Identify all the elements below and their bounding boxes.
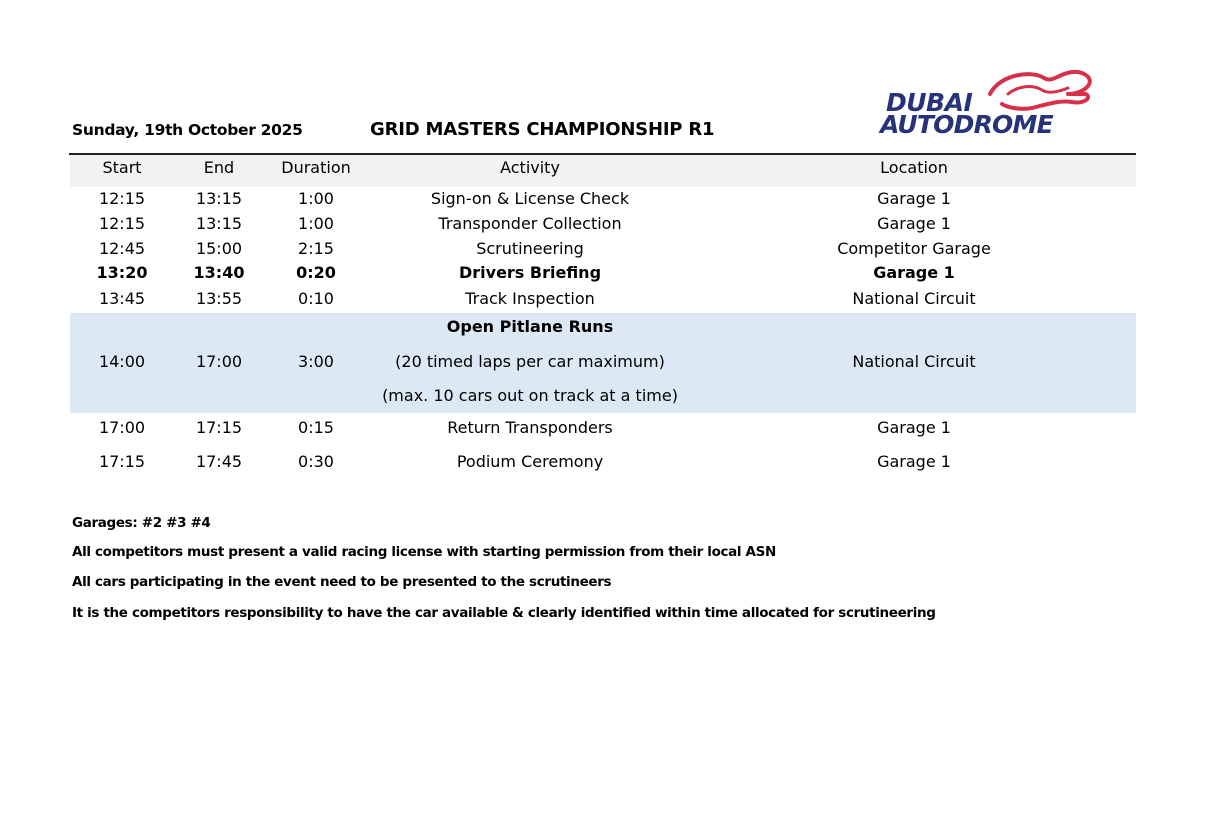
note-garages: Garages: #2 #3 #4 [72, 515, 211, 531]
cell-activity: Return Transponders [447, 418, 613, 437]
logo-word-autodrome: AUTODROME [880, 110, 1053, 139]
cell-activity-detail: (max. 10 cars out on track at a time) [382, 386, 678, 405]
column-header-location: Location [880, 158, 948, 177]
cell-location: Garage 1 [877, 452, 951, 471]
schedule-date: Sunday, 19th October 2025 [72, 121, 303, 139]
cell-end: 15:00 [195, 239, 243, 258]
cell-start: 13:20 [96, 263, 148, 282]
cell-activity: Track Inspection [465, 289, 595, 308]
cell-location: Garage 1 [877, 189, 951, 208]
column-header-start: Start [102, 158, 142, 177]
note-responsibility: It is the competitors responsibility to have the car available & clearly identified within time allocated for scrutineering [72, 605, 936, 621]
cell-duration: 1:00 [298, 189, 334, 208]
cell-activity: Podium Ceremony [456, 452, 604, 471]
cell-end: 13:15 [195, 189, 243, 208]
cell-end: 13:55 [195, 289, 243, 308]
cell-start: 12:15 [98, 189, 146, 208]
cell-end: 17:00 [195, 352, 243, 371]
cell-end: 17:45 [195, 452, 243, 471]
cell-duration: 0:10 [298, 289, 334, 308]
cell-start: 14:00 [98, 352, 146, 371]
cell-end: 13:40 [193, 263, 245, 282]
cell-start: 17:00 [98, 418, 146, 437]
cell-duration: 1:00 [298, 214, 334, 233]
note-license: All competitors must present a valid racing license with starting permission from their local ASN [72, 544, 776, 560]
cell-activity: Scrutineering [476, 239, 584, 258]
cell-duration: 2:15 [298, 239, 334, 258]
cell-start: 13:45 [98, 289, 146, 308]
dubai-autodrome-logo [872, 64, 1102, 144]
cell-activity: Sign-on & License Check [430, 189, 630, 208]
cell-end: 13:15 [195, 214, 243, 233]
cell-duration: 3:00 [298, 352, 334, 371]
logo-word-dubai: DUBAI [886, 88, 973, 117]
cell-location: Garage 1 [873, 263, 955, 282]
cell-activity: Open Pitlane Runs [446, 317, 614, 336]
cell-activity: Transponder Collection [438, 214, 622, 233]
cell-duration: 0:20 [296, 263, 336, 282]
cell-location: National Circuit [852, 352, 976, 371]
cell-location: Garage 1 [877, 214, 951, 233]
cell-duration: 0:30 [298, 452, 334, 471]
cell-location: National Circuit [852, 289, 976, 308]
cell-location: Garage 1 [877, 418, 951, 437]
cell-duration: 0:15 [298, 418, 334, 437]
cell-start: 12:15 [98, 214, 146, 233]
cell-start: 12:45 [98, 239, 146, 258]
cell-end: 17:15 [195, 418, 243, 437]
cell-location: Competitor Garage [837, 239, 991, 258]
note-scrutineers: All cars participating in the event need to be presented to the scrutineers [72, 574, 612, 590]
cell-activity: Drivers Briefing [458, 263, 602, 282]
cell-activity-detail: (20 timed laps per car maximum) [395, 352, 665, 371]
cell-start: 17:15 [98, 452, 146, 471]
column-header-activity: Activity [500, 158, 560, 177]
column-header-duration: Duration [281, 158, 351, 177]
event-title: GRID MASTERS CHAMPIONSHIP R1 [370, 119, 715, 140]
column-header-end: End [203, 158, 235, 177]
